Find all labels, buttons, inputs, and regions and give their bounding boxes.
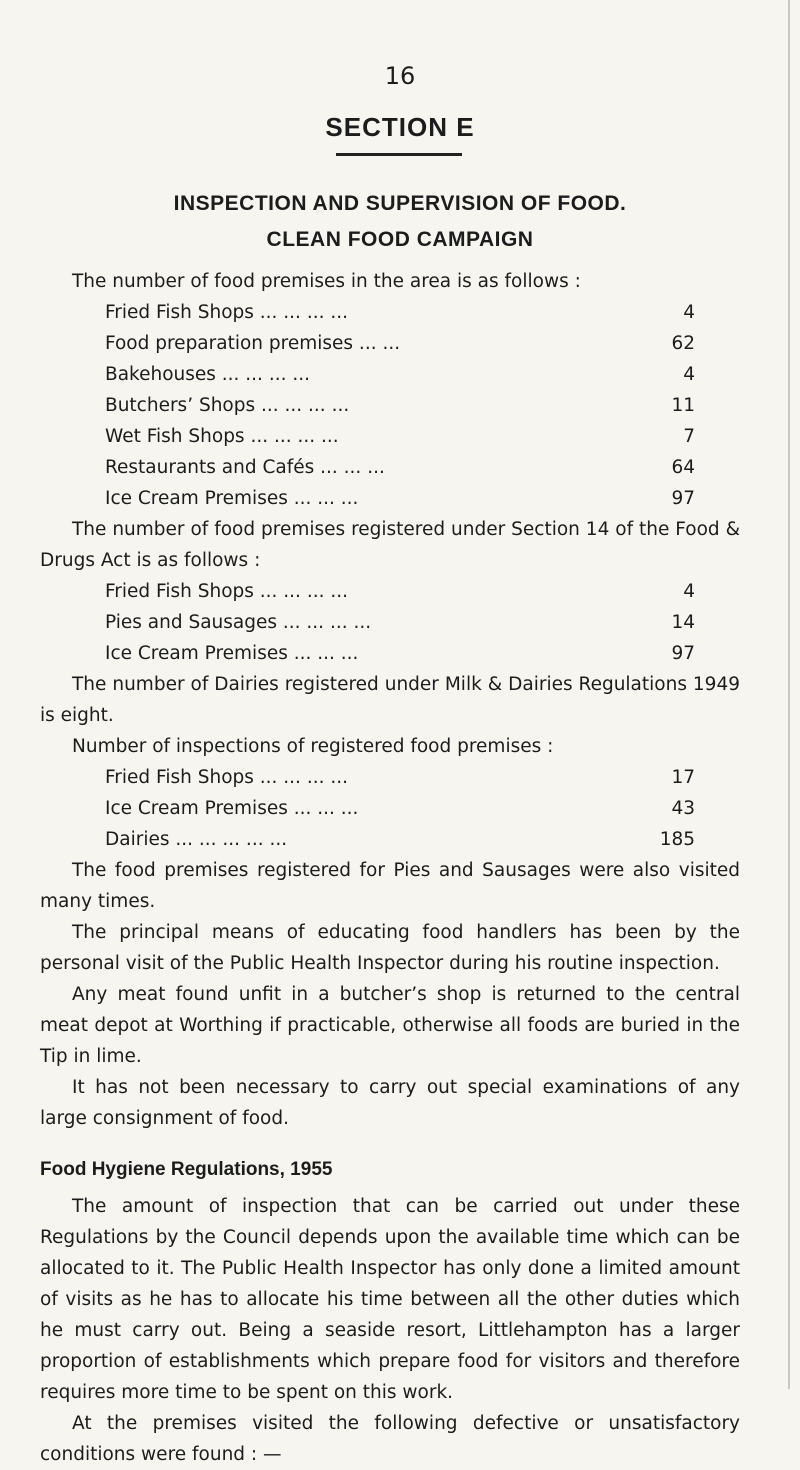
item-value: 62 xyxy=(671,333,695,354)
list-item xyxy=(105,762,695,793)
list-inspections xyxy=(40,762,740,855)
item-label: Butchers’ Shops ... ... ... ... xyxy=(105,395,350,416)
item-label: Ice Cream Premises ... ... ... xyxy=(105,488,359,509)
item-value: 43 xyxy=(671,798,695,819)
list-item xyxy=(105,483,695,514)
subheading-food-hygiene: Food Hygiene Regulations, 1955 xyxy=(40,1159,333,1180)
item-value: 97 xyxy=(671,643,695,664)
item-value: 64 xyxy=(671,457,695,478)
heading-line-2: CLEAN FOOD CAMPAIGN xyxy=(266,228,534,251)
paragraph-dairies: The number of Dairies registered under Milk & Dairies Regulations 1949 is eight. xyxy=(40,674,740,726)
item-label: Ice Cream Premises ... ... ... xyxy=(105,643,359,664)
item-label: Wet Fish Shops ... ... ... ... xyxy=(105,426,339,447)
item-label: Pies and Sausages ... ... ... ... xyxy=(105,612,372,633)
item-label: Restaurants and Cafés ... ... ... xyxy=(105,457,385,478)
paragraph-premises-intro: The number of food premises in the area is as follows : xyxy=(72,271,581,292)
document-body xyxy=(40,266,740,1470)
item-value: 185 xyxy=(659,829,695,850)
list-item xyxy=(105,359,695,390)
list-item xyxy=(105,607,695,638)
list-item xyxy=(105,793,695,824)
item-label: Ice Cream Premises ... ... ... xyxy=(105,798,359,819)
item-value: 4 xyxy=(683,364,695,385)
list-item xyxy=(105,452,695,483)
item-label: Dairies ... ... ... ... ... xyxy=(105,829,288,850)
paragraph-registered-intro: The number of food premises registered under Section 14 of the Food & Drugs Act is as follows : xyxy=(40,519,740,571)
item-value: 17 xyxy=(671,767,695,788)
list-food-premises xyxy=(40,297,740,514)
item-value: 97 xyxy=(671,488,695,509)
item-value: 4 xyxy=(683,302,695,323)
list-item xyxy=(105,421,695,452)
list-item xyxy=(105,328,695,359)
paragraph-pies-sausages: The food premises registered for Pies and Sausages were also visited many times. xyxy=(40,860,740,912)
paragraph-unfit-meat: Any meat found unfit in a butcher’s shop is returned to the central meat depot at Worthing if practicable, otherwise all foods are buried in the Tip in lime. xyxy=(40,984,740,1067)
paragraph-education: The principal means of educating food handlers has been by the personal visit of the Public Health Inspector during his routine inspection. xyxy=(40,922,740,974)
item-label: Fried Fish Shops ... ... ... ... xyxy=(105,767,348,788)
item-label: Bakehouses ... ... ... ... xyxy=(105,364,310,385)
paragraph-examinations: It has not been necessary to carry out special examinations of any large consignment of food. xyxy=(40,1077,740,1129)
list-item xyxy=(105,824,695,855)
item-label: Fried Fish Shops ... ... ... ... xyxy=(105,302,348,323)
list-item xyxy=(105,297,695,328)
page-number: 16 xyxy=(384,62,416,90)
section-title-underline xyxy=(336,153,462,156)
paragraph-inspections-intro: Number of inspections of registered food premises : xyxy=(72,736,554,757)
paragraph-defects-intro: At the premises visited the following defective or unsatisfactory conditions were found : — xyxy=(40,1413,740,1465)
item-value: 7 xyxy=(683,426,695,447)
item-label: Food preparation premises ... ... xyxy=(105,333,401,354)
item-value: 14 xyxy=(671,612,695,633)
item-value: 4 xyxy=(683,581,695,602)
list-item xyxy=(105,390,695,421)
item-label: Fried Fish Shops ... ... ... ... xyxy=(105,581,348,602)
item-value: 11 xyxy=(671,395,695,416)
list-item xyxy=(105,576,695,607)
list-registered-premises xyxy=(40,576,740,669)
paragraph-regulations: The amount of inspection that can be carried out under these Regulations by the Council depends upon the available time which can be allocated to it. The Public Health Inspector has only done a limited amount of visits as he has to allocate his time between all the other duties which he must carry out. Being a seaside resort, Littlehampton has a larger proportion of establishments which prepare food for visitors and therefore requires more time to be spent on this work. xyxy=(40,1196,740,1403)
list-item xyxy=(105,638,695,669)
heading-line-1: INSPECTION AND SUPERVISION OF FOOD. xyxy=(173,192,627,215)
section-title: SECTION E xyxy=(325,112,475,142)
